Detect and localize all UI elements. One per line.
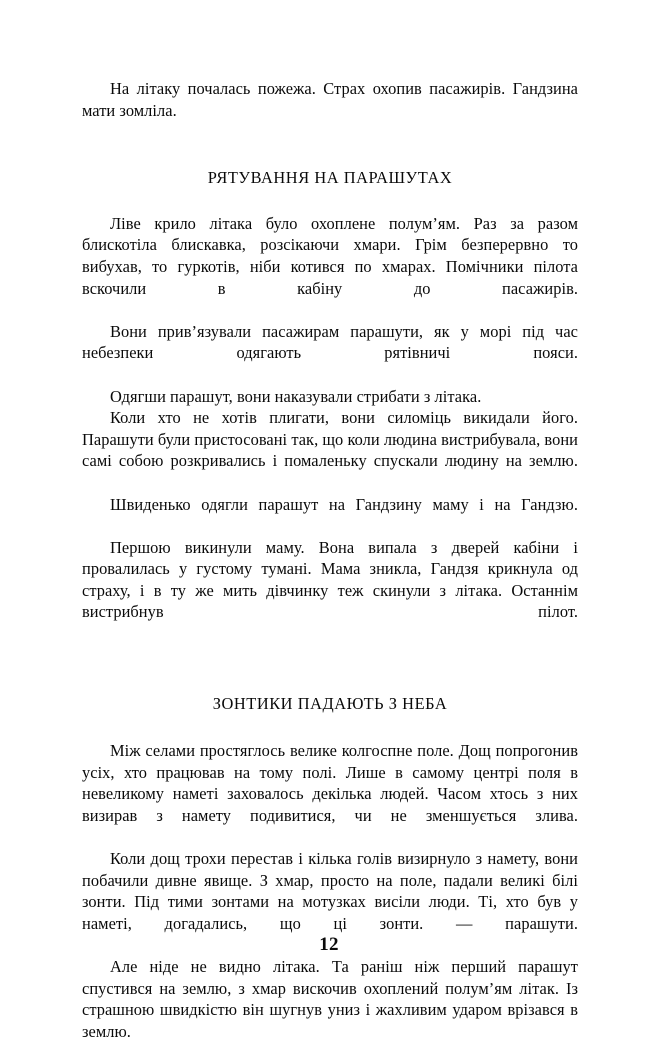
section-one-paragraph-2: Вони прив’язували пасажирам парашути, як у морі під час небезпеки одягають рятівничі пояси. [82,321,578,363]
section-heading-umbrellas: ЗОНТИКИ ПАДАЮТЬ З НЕБА [212,693,448,713]
section-one-paragraph-6: Першою викинули маму. Вона випала з дверей кабіни і провалилась у густому тумані. Мама зникла, Гандзя крикнула од страху, і в ту же мить дівчинку теж скинули з літака. Останнім вистрибнув пілот. [82,537,578,622]
section-one-paragraph-4: Коли хто не хотів плигати, вони силоміць викидали його. Парашути були пристосовані так, що коли людина вистрибувала, вони самі собою розкривались і помаленьку спускали людину на землю. [82,408,578,471]
section-heading-rescue: РЯТУВАННЯ НА ПАРАШУТАХ [207,168,453,188]
section-two-paragraph-3: Але ніде не видно літака. Та раніш ніж перший парашут спустився на землю, з хмар вискочив охоплений полум’ям літак. Із страшною швидкістю він шугнув униз і жахливим ударом врізався в землю. [82,957,578,1041]
section-two-paragraph-2: Коли дощ трохи перестав і кілька голів визирнуло з намету, вони побачили дивне явище. З хмар, просто на поле, падали великі білі зонти. Під тими зонтами на мотузках висіли люди. Ті, хто був у наметі, догадались, що ці зонти. — парашути. [82,849,578,933]
section-two-paragraph-1: Між селами простяглось велике колгоспне поле. Дощ попрогонив усіх, хто працював на тому полі. Лише в самому центрі поля в невеликому наметі заховалось декілька людей. Часом хтось з них визирав з намету подивитися, чи не зменшується злива. [82,741,578,826]
section-one-paragraph-3: Одягши парашут, вони наказували стрибати з літака. [110,386,482,406]
page-number: 12 [319,934,339,955]
section-one-paragraph-5: Швиденько одягли парашут на Гандзину маму і на Гандзю. [110,494,578,514]
section-one-paragraph-1: Ліве крило літака було охоплене полум’ям. Раз за разом блискотіла блискавка, розсікаючи хмари. Грім безперервно то вибухав, то гуркотів, ніби котився по хмарах. Помічники пілота вскочили в кабіну до пасажирів. [82,213,578,298]
intro-paragraph: На літаку почалась пожежа. Страх охопив пасажирів. Гандзина мати зомліла. [82,79,578,120]
text-column [82,78,578,1064]
